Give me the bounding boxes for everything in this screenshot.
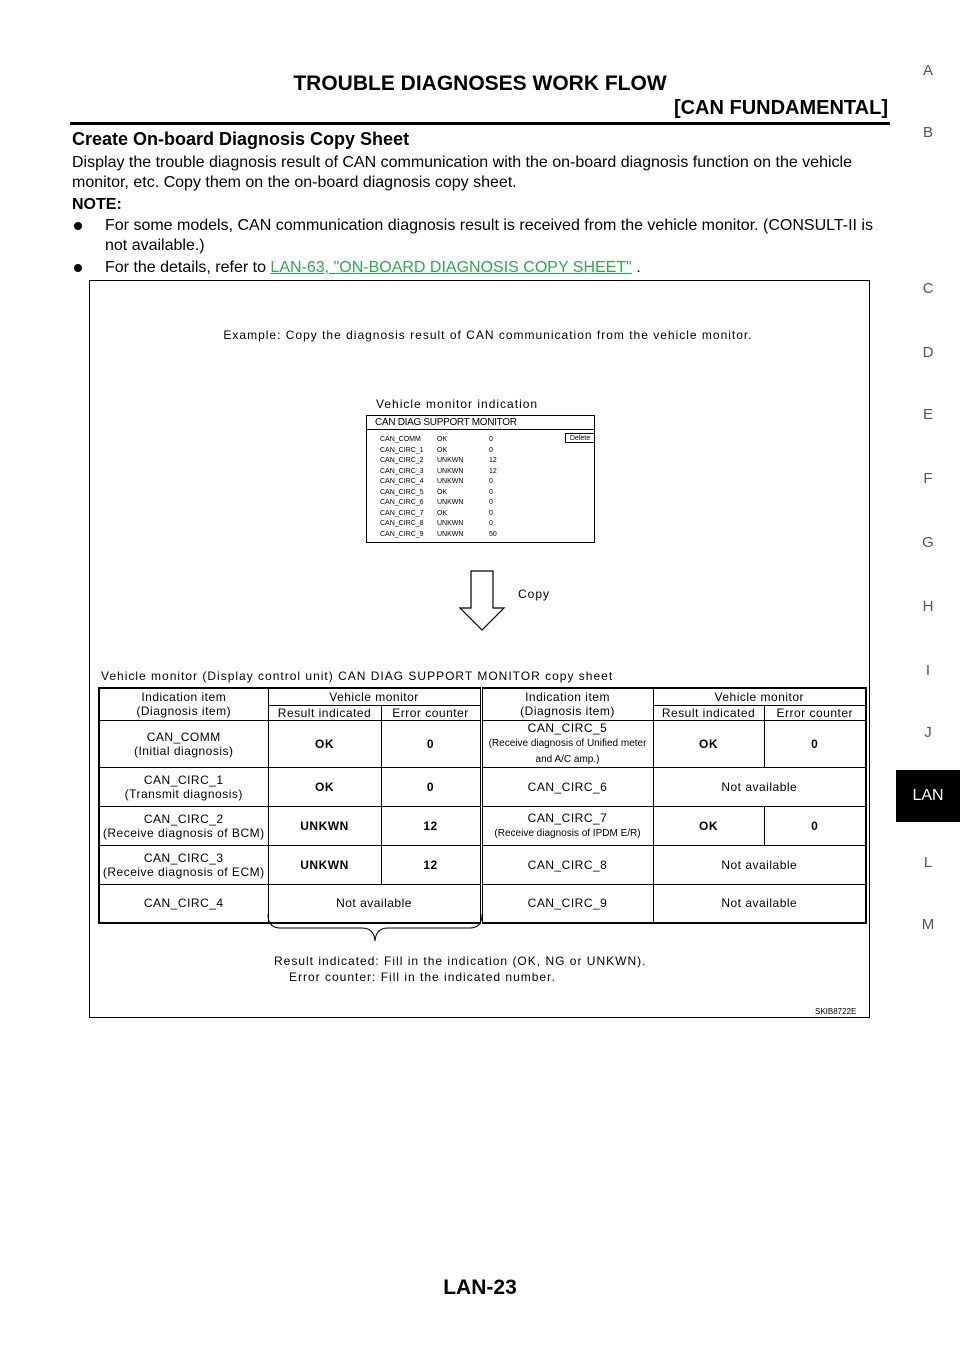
monitor-caption: Vehicle monitor indication [376, 397, 539, 411]
table-row [99, 806, 866, 845]
copy-sheet-table [98, 687, 867, 924]
bullet-text: For the details, refer to LAN-63, "ON-BOARD DIAGNOSIS COPY SHEET" . [105, 259, 641, 276]
footnote-result-indicated: Result indicated: Fill in the indication (OK, NG or UNKWN). [274, 954, 647, 968]
table-row [99, 767, 866, 806]
delete-button[interactable]: Delete [565, 433, 595, 443]
bullet-text: For some models, CAN communication diagnosis result is received from the vehicle monitor. (CONSULT-II is not available.) [105, 217, 873, 254]
cell-result: OK [268, 720, 381, 767]
brace-icon [266, 913, 484, 943]
side-tab-m[interactable]: M [921, 916, 935, 933]
side-tab-a[interactable]: A [922, 62, 933, 79]
cell-count: 0 [764, 806, 866, 845]
cell-item: CAN_COMM (Initial diagnosis) [99, 720, 268, 767]
cell-item: CAN_CIRC_9 [481, 884, 653, 923]
copy-sheet-caption: Vehicle monitor (Display control unit) CAN DIAG SUPPORT MONITOR copy sheet [101, 669, 614, 683]
bullet-icon [74, 222, 82, 230]
cell-result: OK [653, 720, 764, 767]
bullet-icon [74, 264, 82, 272]
cell-item: CAN_CIRC_4 [99, 884, 268, 923]
header-indication-item: Indication item (Diagnosis item) [99, 688, 268, 720]
cell-item: CAN_CIRC_7 (Receive diagnosis of IPDM E/R) [481, 806, 653, 845]
table-row [99, 720, 866, 767]
cell-item: CAN_CIRC_1 (Transmit diagnosis) [99, 767, 268, 806]
reference-link[interactable]: LAN-63, "ON-BOARD DIAGNOSIS COPY SHEET" [270, 259, 632, 276]
section-title: Create On-board Diagnosis Copy Sheet [72, 129, 410, 149]
cell-result: OK [268, 767, 381, 806]
cell-not-available: Not available [268, 884, 481, 923]
table-header-row [99, 688, 866, 705]
cell-item: CAN_CIRC_5 (Receive diagnosis of Unified meter and A/C amp.) [481, 720, 653, 767]
cell-not-available: Not available [653, 884, 866, 923]
header-divider [70, 122, 890, 125]
cell-not-available: Not available [653, 767, 866, 806]
header-result-indicated: Result indicated [268, 705, 381, 720]
side-tab-j[interactable]: J [924, 724, 932, 741]
cell-count: 12 [381, 845, 481, 884]
header-vehicle-monitor: Vehicle monitor [268, 688, 481, 705]
cell-count: 12 [381, 806, 481, 845]
footnote-error-counter: Error counter: Fill in the indicated number. [289, 970, 556, 984]
side-tab-d[interactable]: D [922, 344, 934, 361]
page-number: LAN-23 [443, 1276, 517, 1299]
note-bullet-2 [74, 258, 884, 278]
cell-result: UNKWN [268, 806, 381, 845]
cell-result: UNKWN [268, 845, 381, 884]
side-tab-e[interactable]: E [922, 406, 933, 423]
header-indication-item: Indication item (Diagnosis item) [481, 688, 653, 720]
cell-count: 0 [381, 720, 481, 767]
header-error-counter: Error counter [381, 705, 481, 720]
side-tab-f[interactable]: F [923, 470, 933, 487]
side-tab-g[interactable]: G [922, 534, 934, 551]
vehicle-monitor-screen: CAN DIAG SUPPORT MONITOR Delete CAN_COMM OK 0 CAN_CIRC_1 OK 0 CAN_CIRC_2 UNKWN 12 CAN_CIRC_3 UNKWN 12 CAN_CIRC_4 UNKWN 0 CAN_CIRC_5 OK 0 CAN_CIRC_6 UNKWN 0 CAN_CIRC_7 OK 0 CAN_CIRC_8 UNKWN 0 CAN_CIRC_9 UNKWN 50 [366, 415, 595, 543]
figure-id: SKIB8722E [815, 1007, 857, 1016]
cell-not-available: Not available [653, 845, 866, 884]
cell-item: CAN_CIRC_8 [481, 845, 653, 884]
cell-result: OK [653, 806, 764, 845]
side-tab-c[interactable]: C [922, 280, 934, 297]
monitor-title: CAN DIAG SUPPORT MONITOR [367, 416, 594, 430]
page-header-subtitle: [CAN FUNDAMENTAL] [673, 97, 888, 119]
cell-count: 0 [381, 767, 481, 806]
note-bullet-1 [74, 216, 884, 256]
cell-count: 0 [764, 720, 866, 767]
copy-arrow-icon [458, 570, 506, 632]
side-tab-lan-active[interactable]: LAN [896, 770, 960, 822]
figure-example-caption: Example: Copy the diagnosis result of CAN communication from the vehicle monitor. [223, 328, 753, 342]
side-tab-l[interactable]: L [923, 854, 933, 871]
page-header-title: TROUBLE DIAGNOSES WORK FLOW [293, 72, 667, 95]
table-row [99, 845, 866, 884]
header-vehicle-monitor: Vehicle monitor [653, 688, 866, 705]
header-error-counter: Error counter [764, 705, 866, 720]
cell-item: CAN_CIRC_6 [481, 767, 653, 806]
side-tab-h[interactable]: H [922, 598, 934, 615]
header-result-indicated: Result indicated [653, 705, 764, 720]
section-paragraph: Display the trouble diagnosis result of CAN communication with the on-board diagnosis function on the vehicle monitor, etc. Copy them on the on-board diagnosis copy sheet. [72, 154, 852, 191]
cell-item: CAN_CIRC_2 (Receive diagnosis of BCM) [99, 806, 268, 845]
copy-label: Copy [518, 587, 551, 601]
side-tab-i[interactable]: I [925, 662, 931, 679]
note-label: NOTE: [72, 196, 122, 213]
side-tab-b[interactable]: B [922, 124, 933, 141]
cell-item: CAN_CIRC_3 (Receive diagnosis of ECM) [99, 845, 268, 884]
